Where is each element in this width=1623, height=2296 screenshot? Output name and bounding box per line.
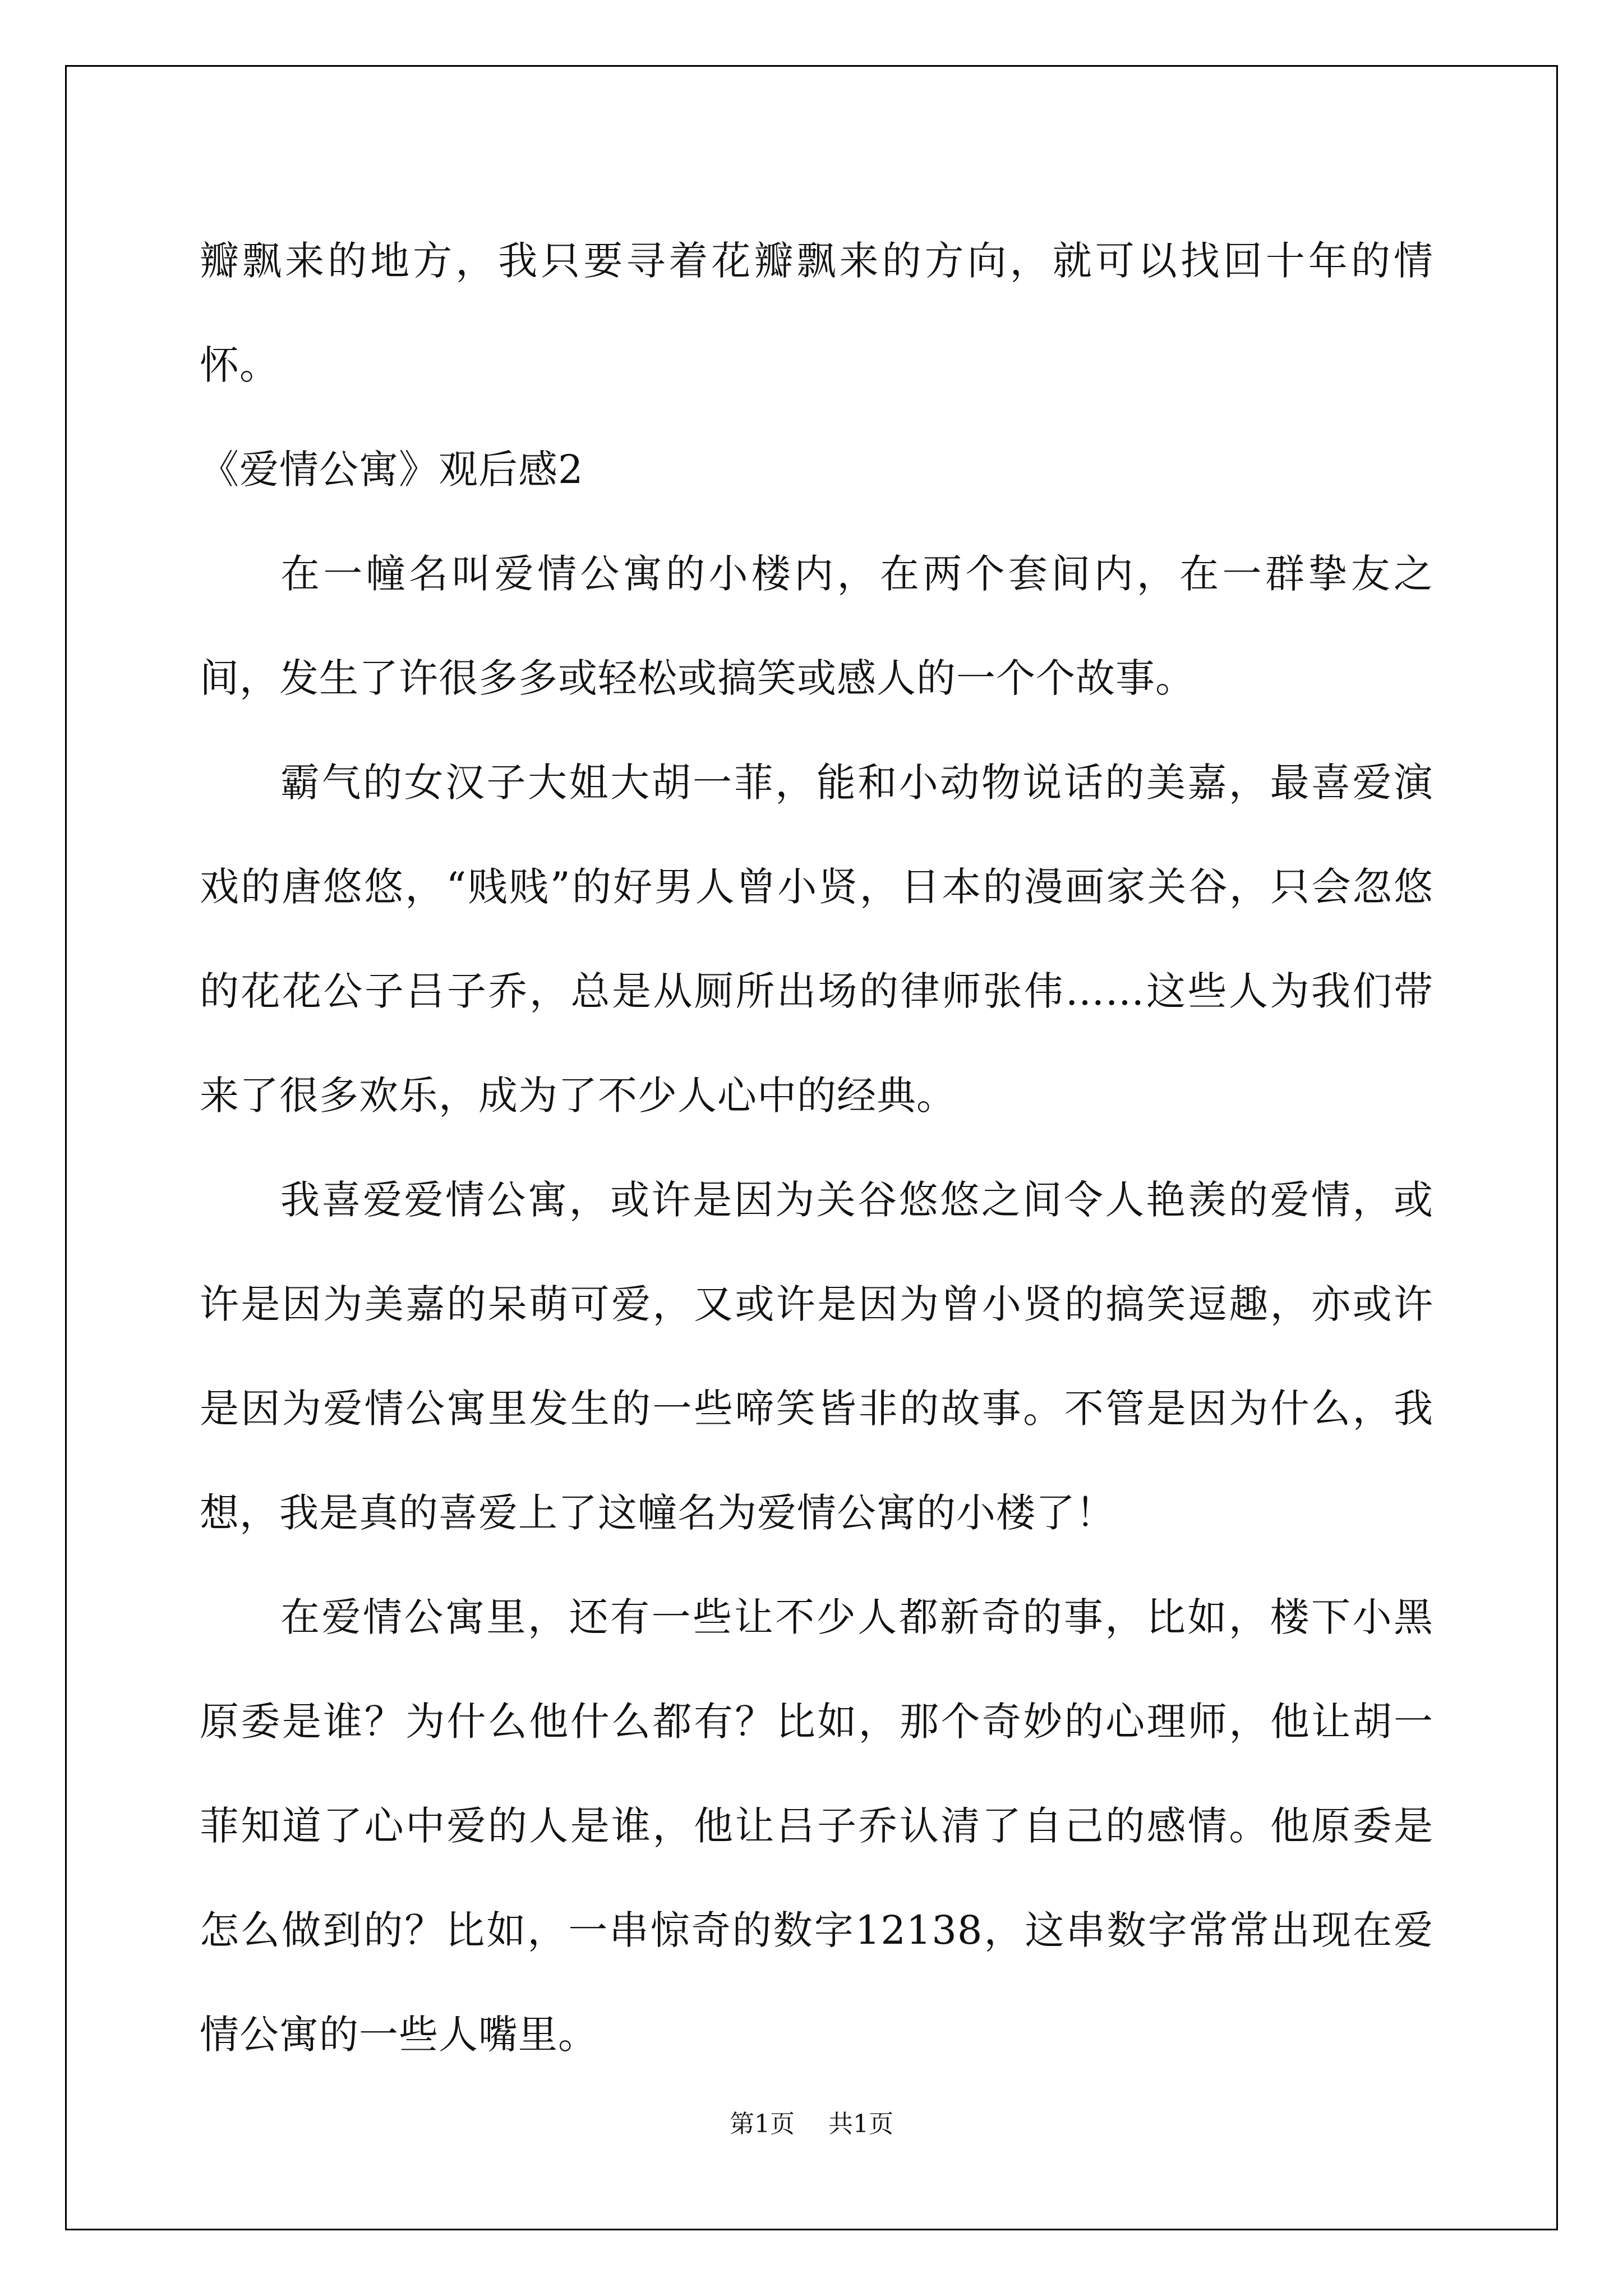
paragraph-3: 我喜爱爱情公寓，或许是因为关谷悠悠之间令人艳羡的爱情，或许是因为美嘉的呆萌可爱，又或许是因为曾小贤的搞笑逗趣，亦或许是因为爱情公寓里发生的一些啼笑皆非的故事。不管是因为什么，我想，我是真的喜爱上了这幢名为爱情公寓的小楼了！ bbox=[200, 1177, 1433, 1536]
page-total: 共1页 bbox=[828, 2110, 893, 2138]
page-footer bbox=[0, 2104, 1623, 2139]
paragraph-4: 在爱情公寓里，还有一些让不少人都新奇的事，比如，楼下小黑原委是谁？为什么他什么都有？比如，那个奇妙的心理师，他让胡一菲知道了心中爱的人是谁，他让吕子乔认清了自己的感情。他原委是怎么做到的？比如，一串惊奇的数字12138，这串数字常常出现在爱情公寓的一些人嘴里。 bbox=[200, 1594, 1433, 2058]
section-heading: 《爱情公寓》观后感2 bbox=[200, 447, 584, 493]
paragraph-2: 霸气的女汉子大姐大胡一菲，能和小动物说话的美嘉，最喜爱演戏的唐悠悠，“贱贱”的好男人曾小贤，日本的漫画家关谷，只会忽悠的花花公子吕子乔，总是从厕所出场的律师张伟……这些人为我们带来了很多欢乐，成为了不少人心中的经典。 bbox=[200, 760, 1433, 1119]
continuation-line: 瓣飘来的地方，我只要寻着花瓣飘来的方向，就可以找回十年的情怀。 bbox=[200, 238, 1433, 388]
page-number: 第1页 bbox=[730, 2110, 795, 2138]
paragraph-1: 在一幢名叫爱情公寓的小楼内，在两个套间内，在一群挚友之间，发生了许很多多或轻松或搞笑或感人的一个个故事。 bbox=[200, 551, 1433, 701]
document-body bbox=[200, 209, 1433, 2087]
